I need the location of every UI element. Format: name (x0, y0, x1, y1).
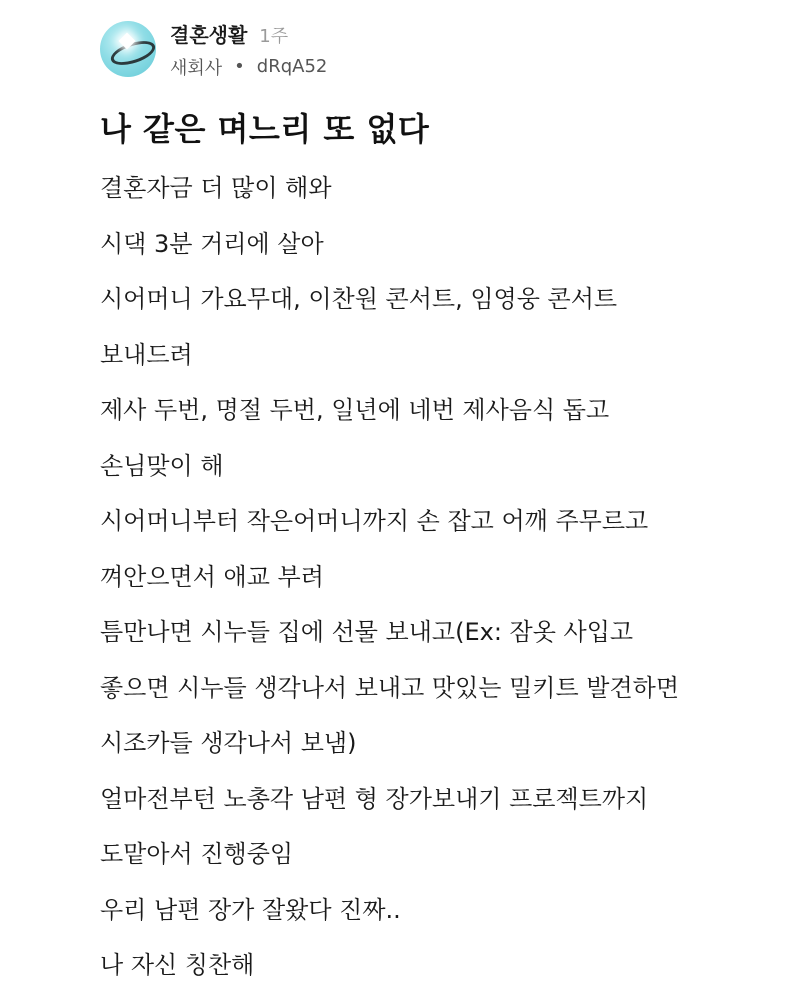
company-name: 새회사 (170, 57, 223, 79)
body-line: 얼마전부턴 노총각 남편 형 장가보내기 프로젝트까지 (100, 784, 649, 813)
body-line: 손님맞이 해 (100, 451, 224, 480)
body-line: 시어머니부터 작은어머니까지 손 잡고 어깨 주무르고 (100, 507, 649, 535)
meta-top-row (170, 19, 327, 48)
body-line: 좋으면 시누들 생각나서 보내고 맛있는 밀키트 발견하면 (100, 673, 680, 702)
body-line: 제사 두번, 명절 두번, 일년에 네번 제사음식 돕고 (100, 396, 610, 424)
meta-bottom-row (170, 54, 327, 80)
meta-separator: • (234, 56, 245, 77)
body-line: 도맡아서 진행중임 (100, 840, 294, 868)
post-title: 나 같은 며느리 또 없다 (100, 110, 430, 148)
post-meta (170, 19, 327, 80)
ring-avatar-icon[interactable] (100, 21, 156, 77)
post-header (100, 18, 327, 80)
body-line: 우리 남편 장가 잘왔다 진짜.. (100, 895, 401, 924)
body-line: 틈만나면 시누들 집에 선물 보내고(Ex: 잠옷 사입고 (100, 618, 634, 646)
body-line: 시어머니 가요무대, 이찬원 콘서트, 임영웅 콘서트 (100, 285, 618, 313)
community-name[interactable]: 결혼생활 (170, 22, 248, 47)
body-line: 결혼자금 더 많이 해와 (100, 174, 332, 202)
author-id[interactable]: dRqA52 (256, 56, 328, 77)
body-line: 시댁 3분 거리에 살아 (100, 229, 324, 258)
body-line: 시조카들 생각나서 보냄) (100, 729, 357, 757)
body-line: 나 자신 칭찬해 (100, 951, 255, 979)
body-line: 보내드려 (100, 340, 193, 369)
time-ago: 1주 (259, 25, 289, 47)
post-body (100, 168, 760, 1001)
body-line: 껴안으면서 애교 부려 (100, 562, 324, 591)
